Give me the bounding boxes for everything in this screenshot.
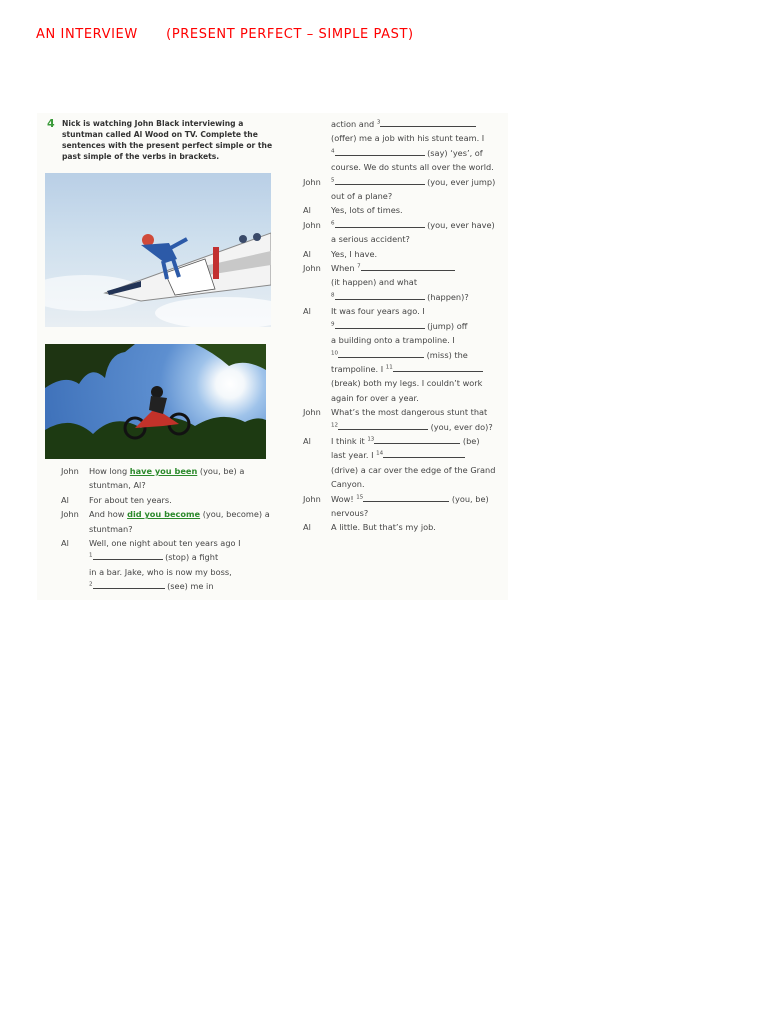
example-answer: did you become xyxy=(127,509,201,520)
dialogue-right-column xyxy=(303,117,507,535)
speaker-label: John xyxy=(303,176,321,187)
motocross-photo xyxy=(45,344,266,459)
dialogue-line: (offer) me a job with his stunt team. I xyxy=(331,133,485,144)
dialogue-left-column xyxy=(61,464,271,594)
speaker-label: John xyxy=(303,407,321,418)
dialogue-line: a building onto a trampoline. I xyxy=(331,335,455,346)
answer-blank[interactable] xyxy=(393,364,483,372)
plane-illustration xyxy=(45,173,271,327)
speaker-label: Al xyxy=(61,494,69,505)
dialogue-line: in a bar. Jake, who is now my boss, xyxy=(89,566,232,577)
answer-blank[interactable] xyxy=(383,450,465,458)
answer-blank[interactable] xyxy=(335,177,425,185)
dialogue-line: Al Yes, lots of times. xyxy=(303,203,507,217)
answer-blank[interactable] xyxy=(335,148,425,156)
answer-blank[interactable] xyxy=(335,321,425,329)
answer-blank[interactable] xyxy=(361,263,455,271)
answer-blank[interactable] xyxy=(374,436,460,444)
dialogue-line: Al I think it $^{13}$ (be) xyxy=(303,434,507,448)
dialogue-line: $^{10}$ (miss) the xyxy=(331,349,468,360)
dialogue-line: Canyon. xyxy=(331,479,365,490)
speaker-label: Al xyxy=(303,306,311,317)
dialogue-line: last year. I $^{14}$ xyxy=(303,448,507,462)
dialogue-line: (drive) a car over the edge of the Grand xyxy=(331,464,496,475)
dialogue-line: $^8$ (happen)? xyxy=(331,291,469,302)
dialogue-line: John $^6$ (you, ever have) xyxy=(303,218,507,232)
speaker-label: Al xyxy=(303,522,311,533)
speaker-label: Al xyxy=(303,205,311,216)
speaker-label: John xyxy=(61,466,79,476)
dialogue-line: stuntman? xyxy=(89,523,133,534)
worksheet-scan xyxy=(37,113,508,600)
dialogue-line: stuntman, Al? xyxy=(89,480,146,491)
dialogue-line: Al It was four years ago. I xyxy=(303,304,507,318)
dialogue-line: $^4$ (say) ‘yes’, of xyxy=(331,147,483,158)
answer-blank[interactable] xyxy=(93,552,163,560)
speaker-label: Al xyxy=(303,435,311,446)
dialogue-line: John When $^7$ xyxy=(303,261,507,275)
dialogue-line: course. We do stunts all over the world. xyxy=(331,162,494,173)
dialogue-line: $^{12}$ (you, ever do)? xyxy=(331,421,493,432)
dialogue-line: a serious accident? xyxy=(331,234,410,245)
speaker-label: Al xyxy=(61,538,69,549)
speaker-label: John xyxy=(61,509,79,520)
dialogue-line: Al Yes, I have. xyxy=(303,247,507,261)
speaker-label: John xyxy=(303,219,321,230)
answer-blank[interactable] xyxy=(335,292,425,300)
dialogue-line: John Wow! $^{15}$ (you, be) xyxy=(303,492,507,506)
answer-blank[interactable] xyxy=(335,220,425,228)
dialogue-line: $^1$ (stop) a fight xyxy=(89,552,219,563)
dialogue-line: Al A little. But that’s my job. xyxy=(303,520,507,534)
dialogue-line: John How long have you been (you, be) a xyxy=(61,464,271,478)
speaker-label: Al xyxy=(303,248,311,259)
answer-blank[interactable] xyxy=(380,119,476,127)
speaker-label: John xyxy=(303,263,321,274)
dialogue-line: again for over a year. xyxy=(331,392,419,403)
dialogue-line: John And how did you become (you, become) a xyxy=(61,507,271,521)
exercise-instruction: Nick is watching John Black interviewing a stuntman called Al Wood on TV. Complete the sentences with the present perfect simple or the past simple of the verbs in brackets. xyxy=(62,119,273,161)
dialogue-line: action and $^3$ xyxy=(303,117,507,131)
exercise-number: 4 xyxy=(47,117,55,130)
answer-blank[interactable] xyxy=(363,494,449,502)
dialogue-line: (it happen) and what xyxy=(331,277,418,288)
dialogue-line: $^9$ (jump) off xyxy=(331,320,468,331)
answer-blank[interactable] xyxy=(338,422,428,430)
dialogue-line: $^2$ (see) me in xyxy=(89,581,214,592)
dialogue-line: John What’s the most dangerous stunt that xyxy=(303,405,507,419)
answer-blank[interactable] xyxy=(93,581,165,589)
dialogue-line: (break) both my legs. I couldn’t work xyxy=(331,378,483,389)
example-answer: have you been xyxy=(129,466,198,476)
answer-blank[interactable] xyxy=(338,350,424,358)
speaker-label: John xyxy=(303,493,321,504)
dialogue-line: John $^5$ (you, ever jump) xyxy=(303,175,507,189)
skydiver-plane-photo xyxy=(45,173,271,327)
motocross-illustration xyxy=(45,344,266,459)
dialogue-line: nervous? xyxy=(331,507,369,518)
dialogue-line: Al Well, one night about ten years ago I xyxy=(61,536,271,550)
dialogue-line: out of a plane? xyxy=(331,191,393,202)
dialogue-line: trampoline. I $^{11}$ xyxy=(303,362,507,376)
document-title: AN INTERVIEW (PRESENT PERFECT – SIMPLE PAST) xyxy=(36,27,414,42)
dialogue-line: Al For about ten years. xyxy=(61,493,271,507)
